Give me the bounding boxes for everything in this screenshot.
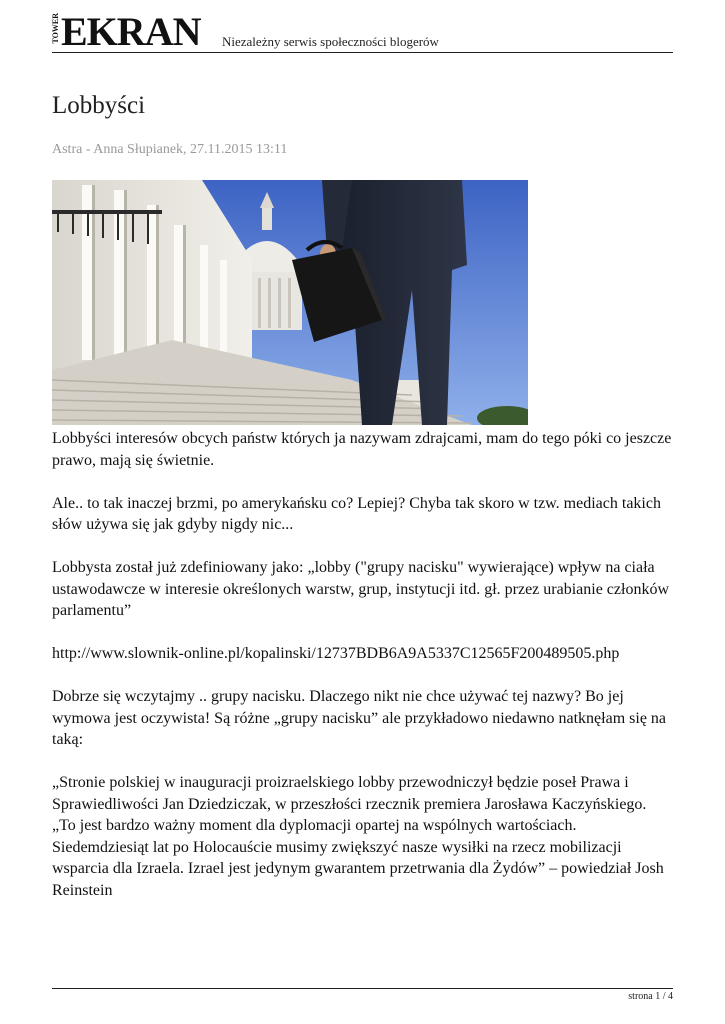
page-number: strona 1 / 4 — [628, 991, 673, 1002]
site-header — [51, 9, 673, 54]
quote-paragraph: „Stronie polskiej w inauguracji proizraelskiego lobby przewodniczył będzie poseł Prawa i Sprawiedliwości Jan Dziedziczak, w przeszłości rzecznik premiera Jarosława Kaczyńskiego. „To jest bardzo ważny moment dla dyplomacji opartej na wspólnych wartościach. Siedemdziesiąt lat po Holocauście musimy zwiększyć nasze wysiłki na rzecz mobilizacji wsparcia dla Izraela. Izrael jest jedynym gwarantem przetrwania dla Żydów” – powiedział Josh Reinstein — [52, 774, 664, 899]
article-image — [52, 180, 528, 425]
article-body — [52, 428, 672, 923]
article-title: Lobbyści — [52, 92, 146, 119]
logo-text: EKRAN — [61, 9, 201, 54]
article-byline: Astra - Anna Słupianek, 27.11.2015 13:11 — [52, 142, 288, 157]
paragraph: Lobbyści interesów obcych państw których ja nazywam zdrajcami, mam do tego póki co jeszcze prawo, mają się świetnie. — [52, 430, 672, 469]
site-tagline: Niezależny serwis społeczności blogerów — [222, 34, 439, 49]
site-logo[interactable] — [51, 9, 201, 54]
footer-rule — [52, 988, 673, 989]
paragraph: Dobrze się wczytajmy .. grupy nacisku. Dlaczego nikt nie chce używać tej nazwy? Bo jej wymowa jest oczywista! Są różne „grupy nacisku” ale przykładowo niedawno natknęłam się na taką: — [52, 688, 667, 748]
logo-small-text: TOWER — [51, 13, 60, 44]
capitol-lobbyist-image — [52, 180, 528, 425]
source-link[interactable]: http://www.slownik-online.pl/kopalinski/12737BDB6A9A5337C12565F200489505.php — [52, 645, 620, 662]
paragraph: Ale.. to tak inaczej brzmi, po amerykańsku co? Lepiej? Chyba tak skoro w tzw. mediach takich słów używa się jak gdyby nigdy nic... — [52, 494, 661, 533]
paragraph: Lobbysta został już zdefiniowany jako: „lobby ("grupy nacisku" wywierające) wpływ na ciała ustawodawcze w interesie określonych warstw, grup, instytucji itd. gł. przez urabianie członków parlamentu” — [52, 559, 669, 619]
